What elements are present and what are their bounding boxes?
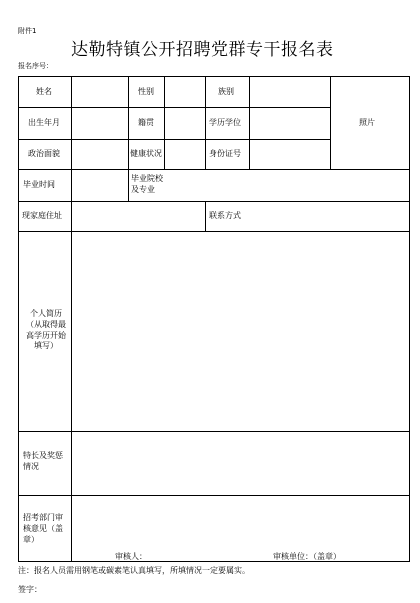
label-skills: 特长及奖惩情况 — [23, 451, 63, 471]
label-contact: 联系方式 — [209, 211, 241, 220]
label-review: 招考部门审核意见（盖章） — [23, 513, 63, 544]
label-photo: 照片 — [359, 118, 375, 127]
label-grad-time: 毕业时间 — [23, 180, 55, 189]
label-grad-school: 毕业院校及专业 — [131, 174, 163, 194]
label-native-place: 籍贯 — [138, 118, 154, 127]
label-ethnicity: 族别 — [218, 87, 234, 96]
skills-field[interactable] — [72, 432, 409, 495]
label-education: 学历学位 — [209, 118, 241, 127]
label-gender: 性别 — [138, 87, 154, 96]
review-unit-label: 审核单位：（盖章） — [273, 552, 341, 561]
signature-label: 签字： — [18, 585, 42, 594]
label-resume: 个人简历（从取得最高学历开始填写） — [26, 309, 66, 351]
label-political: 政治面貌 — [28, 149, 60, 158]
label-address: 现家庭住址 — [22, 211, 62, 220]
label-name: 姓名 — [36, 87, 52, 96]
grad-school-field[interactable] — [165, 170, 409, 201]
birth-field[interactable] — [72, 108, 128, 139]
education-field[interactable] — [250, 108, 330, 139]
grad-time-field[interactable] — [72, 170, 128, 201]
annex-label: 附件1 — [18, 27, 37, 35]
form-title: 达勒特镇公开招聘党群专干报名表 — [71, 40, 334, 60]
address-field[interactable] — [72, 202, 205, 231]
political-field[interactable] — [72, 140, 128, 169]
native-place-field[interactable] — [165, 108, 205, 139]
serial-number-label: 报名序号： — [18, 62, 53, 70]
label-id-number: 身份证号 — [209, 149, 241, 158]
id-number-field[interactable] — [250, 140, 330, 169]
health-field[interactable] — [165, 140, 205, 169]
resume-field[interactable] — [72, 232, 409, 431]
contact-field[interactable] — [250, 202, 409, 231]
gender-field[interactable] — [165, 77, 205, 107]
label-health: 健康状况 — [130, 149, 162, 158]
registration-table — [18, 76, 410, 562]
label-birth: 出生年月 — [28, 118, 60, 127]
footnote: 注：报名人员需用钢笔或碳素笔认真填写，所填情况一定要属实。 — [18, 566, 250, 575]
ethnicity-field[interactable] — [250, 77, 330, 107]
reviewer-label: 审核人： — [115, 552, 147, 561]
name-field[interactable] — [72, 77, 128, 107]
